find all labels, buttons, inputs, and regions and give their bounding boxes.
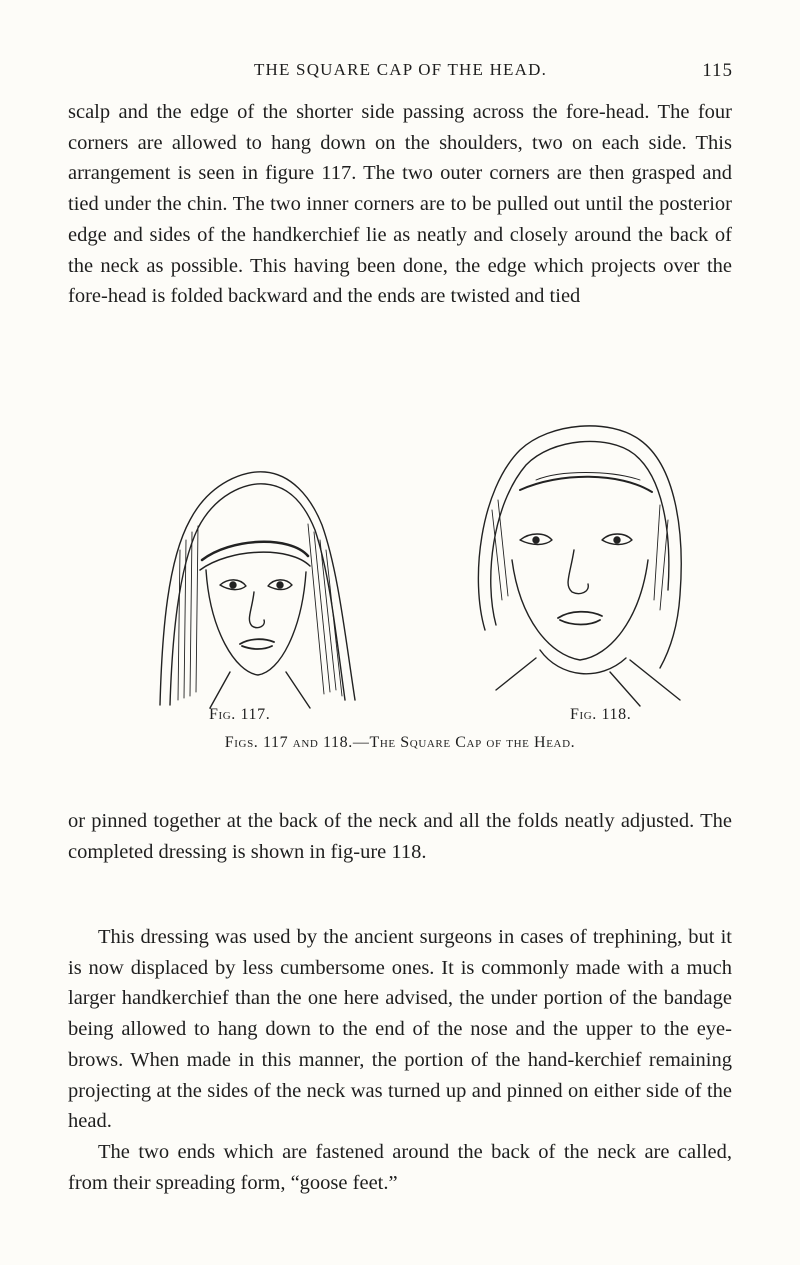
paragraph-3: This dressing was used by the ancient surgeons in cases of trephining, but it is now displaced by less cumbersome ones. It is commonly made with a much larger handkerchief than the one here advised, the under portion of the bandage being allowed to hang down to the end of the nose and the upper to the eye-brows. When made in this manner, the portion of the hand-kerchief remaining projecting at the sides of the neck was turned up and pinned on either side of the head. [68, 926, 732, 1133]
fig-117-drawing [160, 472, 355, 708]
paragraph-4: The two ends which are fastened around the back of the neck are called, from their spreading form, “goose feet.” [68, 1141, 732, 1194]
fig-118-text: Fig. 118. [570, 706, 632, 723]
running-header [68, 60, 733, 86]
fig-117-text: Fig. 117. [209, 706, 271, 723]
fig-118-drawing [478, 426, 681, 706]
paragraph-1: scalp and the edge of the shorter side passing across the fore-head. The four corners are allowed to hang down on the shoulders, two on each side. This arrangement is seen in figure 117. The two outer corners are then grasped and tied under the chin. The two inner corners are to be pulled out until the posterior edge and sides of the handkerchief lie as neatly and closely around the back of the neck as possible. This having been done, the edge which projects over the fore-head is folded backward and the ends are twisted and tied [68, 101, 732, 308]
page-number: 115 [702, 60, 733, 81]
paragraph-2: or pinned together at the back of the neck and all the folds neatly adjusted. The completed dressing is shown in fig-ure 118. [68, 810, 732, 863]
fig-117-label [209, 706, 270, 724]
fig-118-label [570, 706, 631, 724]
figure-illustrations [140, 410, 700, 710]
figure-caption-text: Figs. 117 and 118.—The Square Cap of the Head. [224, 734, 576, 751]
running-title: THE SQUARE CAP OF THE HEAD. [253, 60, 548, 79]
figure-caption [0, 734, 800, 752]
